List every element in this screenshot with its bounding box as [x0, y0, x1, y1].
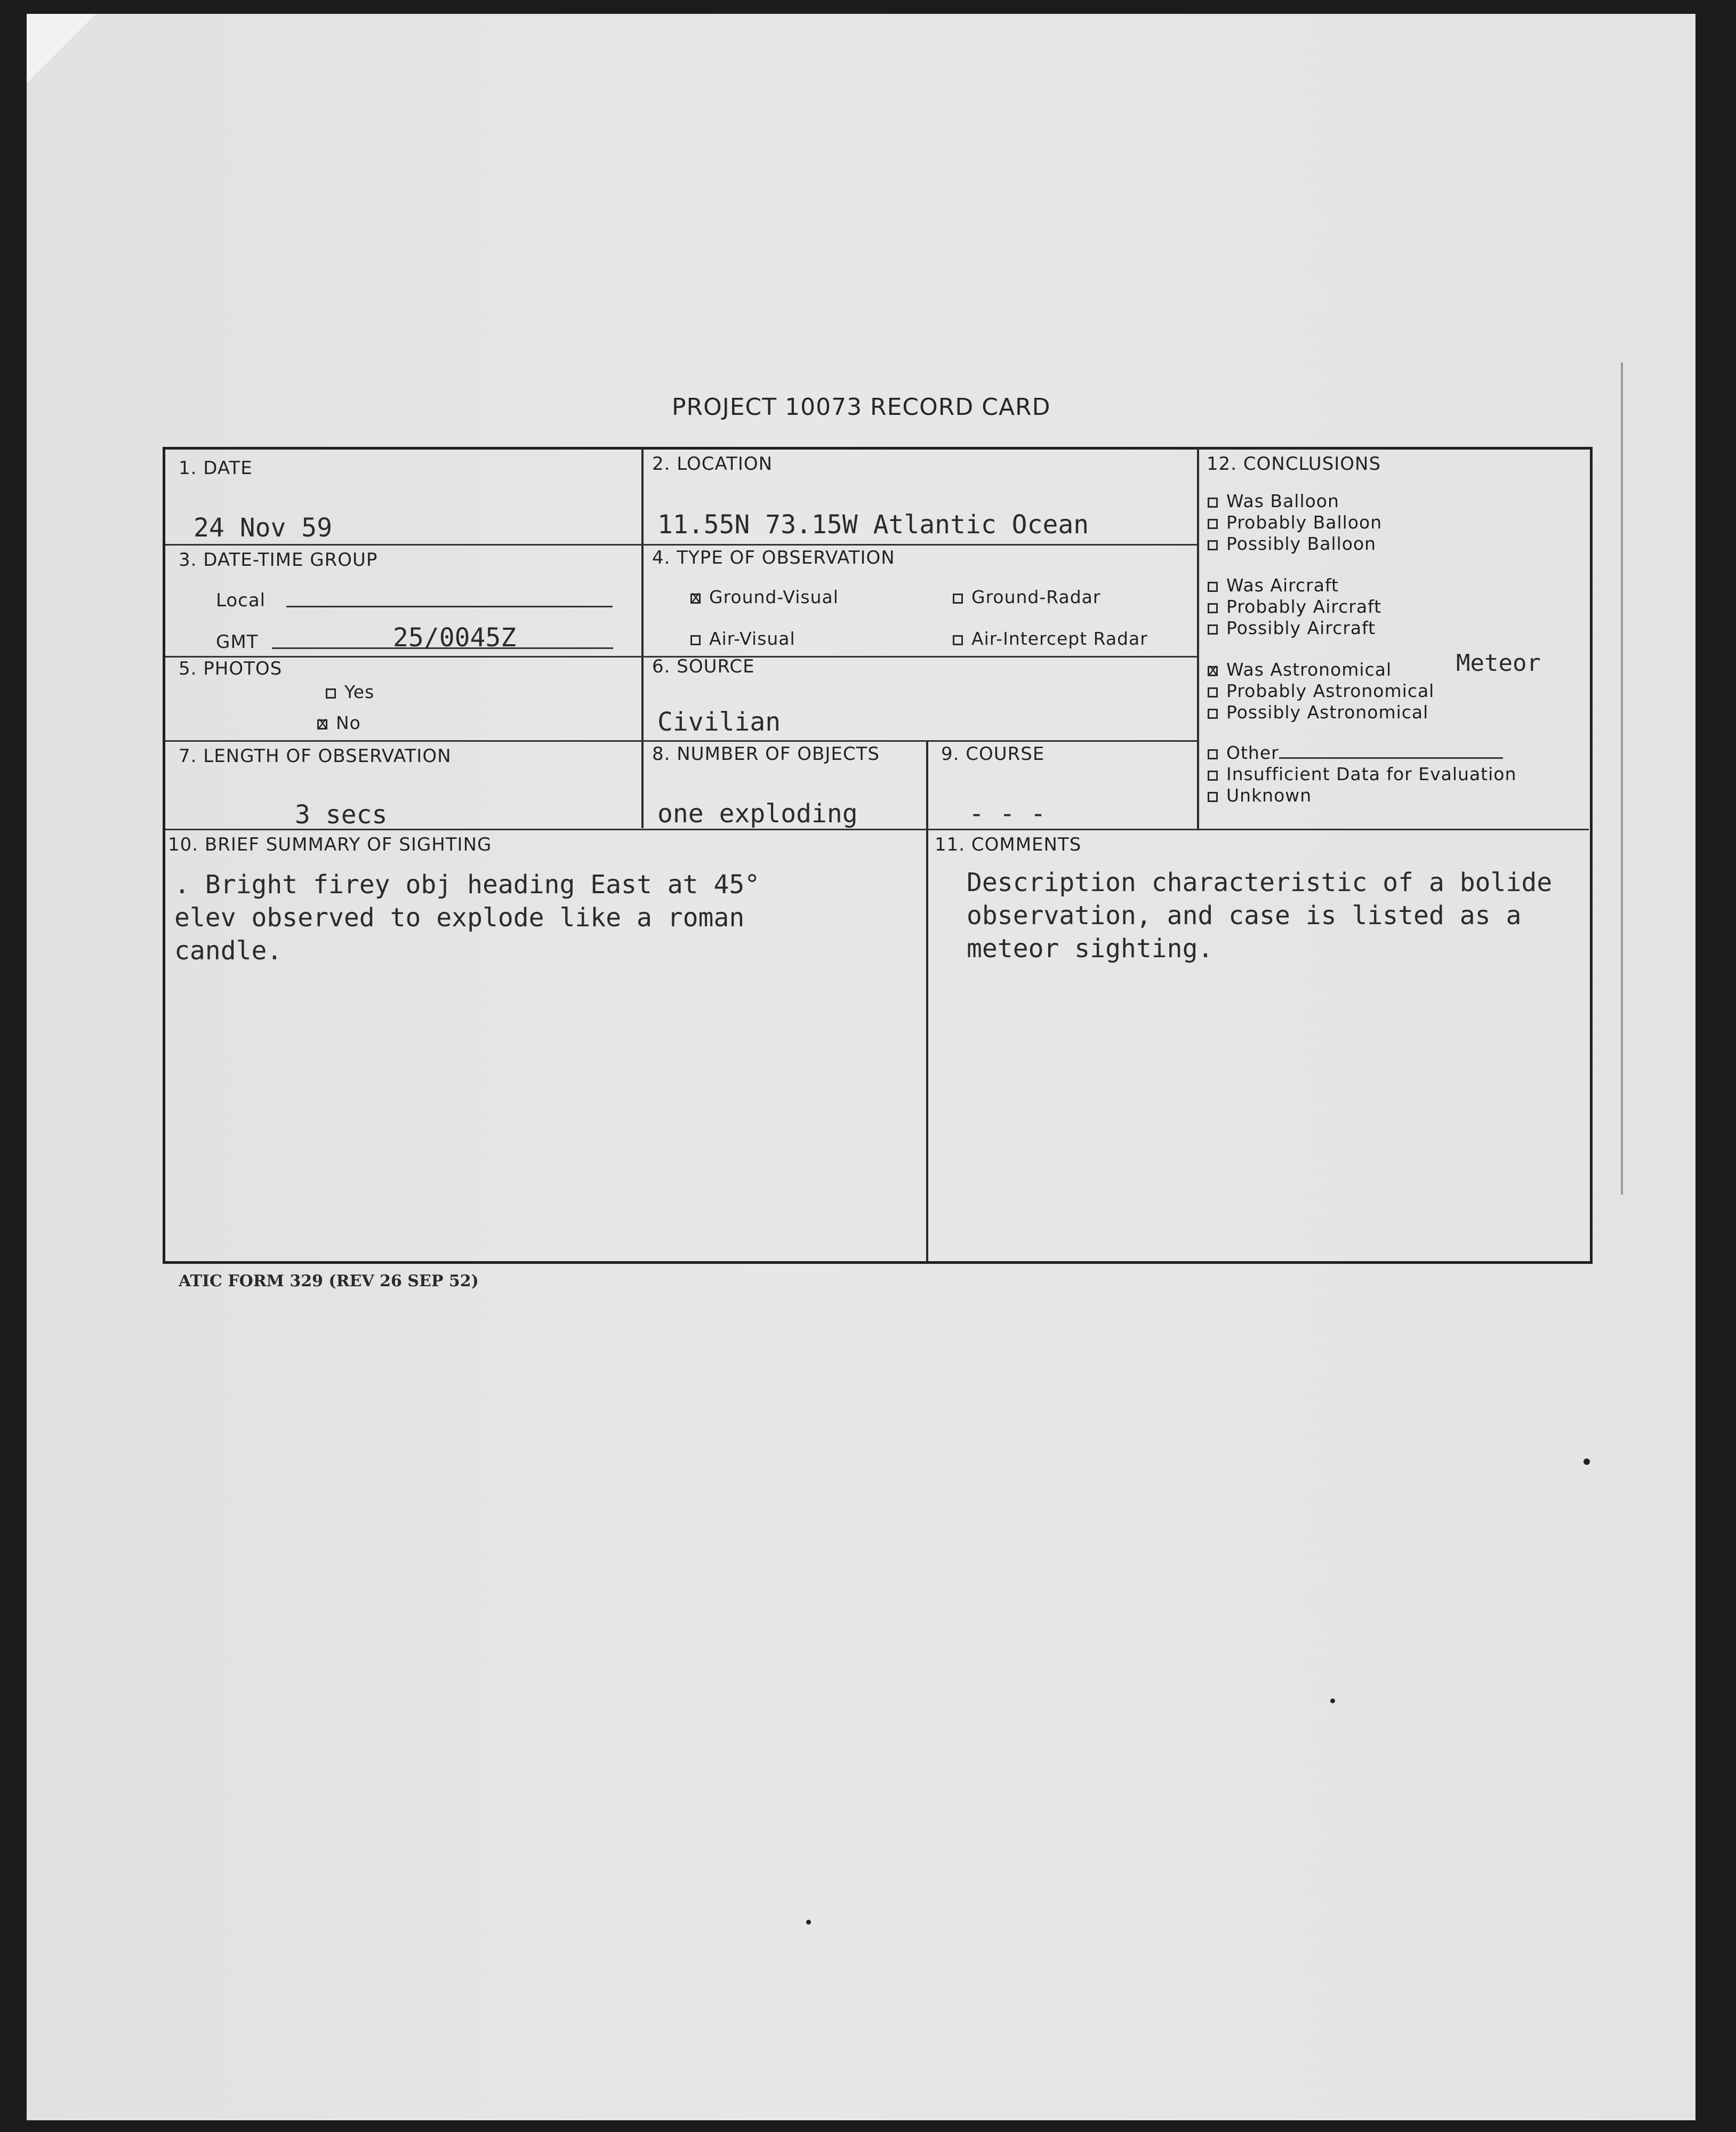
checkbox-was-astronomical[interactable] [1208, 666, 1218, 676]
checkbox-ground-radar[interactable] [953, 594, 963, 604]
conclusion-probably-balloon[interactable]: Probably Balloon [1208, 512, 1382, 533]
source-value: Civilian [657, 707, 781, 737]
source-label: 6. SOURCE [652, 656, 755, 677]
card-title: PROJECT 10073 RECORD CARD [672, 394, 1051, 421]
divider-h3 [165, 740, 1197, 742]
divider-v1 [641, 447, 644, 828]
option-photos-no[interactable]: xNo [317, 712, 361, 733]
other-field[interactable] [1279, 757, 1503, 759]
date-label: 1. DATE [179, 458, 253, 479]
checkbox-other[interactable] [1208, 749, 1218, 759]
divider-v2 [1197, 447, 1199, 830]
date-value: 24 Nov 59 [194, 513, 333, 543]
option-ground-radar[interactable]: Ground-Radar [953, 587, 1100, 607]
length-label: 7. LENGTH OF OBSERVATION [179, 746, 452, 767]
comments-text: Description characteristic of a bolide observation, and case is listed as a meteor sighting. [967, 868, 1553, 964]
conclusion-possibly-astronomical[interactable]: Possibly Astronomical [1208, 702, 1428, 723]
comments-label: 11. COMMENTS [935, 834, 1082, 855]
conclusion-was-balloon[interactable]: Was Balloon [1208, 491, 1339, 511]
gmt-label: GMT [216, 631, 259, 653]
option-ground-visual[interactable]: xGround-Visual [690, 587, 839, 607]
checkbox-ground-visual[interactable] [690, 594, 701, 604]
checkbox-possibly-aircraft[interactable] [1208, 624, 1218, 635]
checkbox-unknown[interactable] [1208, 792, 1218, 802]
conclusions-label: 12. CONCLUSIONS [1207, 453, 1381, 475]
form-footer: ATIC FORM 329 (REV 26 SEP 52) [179, 1272, 479, 1291]
checkbox-possibly-balloon[interactable] [1208, 540, 1218, 550]
checkbox-insufficient-data[interactable] [1208, 771, 1218, 781]
checkbox-was-balloon[interactable] [1208, 498, 1218, 508]
divider-v4 [926, 830, 928, 1262]
conclusion-was-astronomical[interactable]: xWas Astronomical [1208, 659, 1392, 680]
summary-label: 10. BRIEF SUMMARY OF SIGHTING [168, 834, 492, 855]
option-air-visual[interactable]: Air-Visual [690, 628, 795, 649]
speck [1584, 1458, 1590, 1465]
conclusion-insufficient-data[interactable]: Insufficient Data for Evaluation [1208, 764, 1516, 784]
checkbox-photos-yes[interactable] [326, 688, 336, 699]
conclusion-annotation: Meteor [1456, 650, 1541, 677]
local-label: Local [216, 590, 266, 611]
conclusion-possibly-aircraft[interactable]: Possibly Aircraft [1208, 618, 1376, 638]
checkbox-was-aircraft[interactable] [1208, 582, 1218, 592]
photos-label: 5. PHOTOS [179, 658, 283, 679]
conclusion-unknown[interactable]: Unknown [1208, 785, 1312, 806]
checkbox-photos-no[interactable] [317, 719, 327, 730]
conclusion-other[interactable]: Other [1208, 742, 1503, 763]
speck [806, 1920, 811, 1925]
gmt-value: 25/0045Z [393, 623, 517, 653]
type-of-observation-label: 4. TYPE OF OBSERVATION [652, 547, 895, 568]
location-value: 11.55N 73.15W Atlantic Ocean [657, 510, 1089, 540]
course-value: - - - [969, 799, 1046, 829]
divider-v3 [926, 741, 928, 831]
checkbox-possibly-astronomical[interactable] [1208, 709, 1218, 719]
location-label: 2. LOCATION [652, 453, 773, 475]
date-time-group-label: 3. DATE-TIME GROUP [179, 549, 378, 571]
checkbox-air-intercept-radar[interactable] [953, 635, 963, 645]
checkbox-probably-astronomical[interactable] [1208, 687, 1218, 698]
margin-line [1621, 363, 1623, 1195]
checkbox-probably-aircraft[interactable] [1208, 603, 1218, 613]
speck [1330, 1698, 1335, 1703]
conclusion-probably-aircraft[interactable]: Probably Aircraft [1208, 596, 1381, 617]
checkbox-air-visual[interactable] [690, 635, 701, 645]
length-value: 3 secs [295, 800, 388, 830]
conclusion-was-aircraft[interactable]: Was Aircraft [1208, 575, 1339, 596]
record-card [163, 447, 1592, 1263]
folded-corner [27, 14, 96, 83]
conclusion-possibly-balloon[interactable]: Possibly Balloon [1208, 533, 1376, 554]
course-label: 9. COURSE [941, 743, 1045, 765]
objects-label: 8. NUMBER OF OBJECTS [652, 743, 880, 765]
option-photos-yes[interactable]: Yes [326, 682, 374, 702]
checkbox-probably-balloon[interactable] [1208, 519, 1218, 529]
option-air-intercept-radar[interactable]: Air-Intercept Radar [953, 628, 1148, 649]
local-field [286, 606, 613, 607]
summary-text: . Bright firey obj heading East at 45° elev observed to explode like a roman candle. [174, 870, 760, 966]
objects-value: one exploding [657, 799, 858, 829]
divider-h1 [165, 544, 1197, 546]
conclusion-probably-astronomical[interactable]: Probably Astronomical [1208, 680, 1434, 701]
